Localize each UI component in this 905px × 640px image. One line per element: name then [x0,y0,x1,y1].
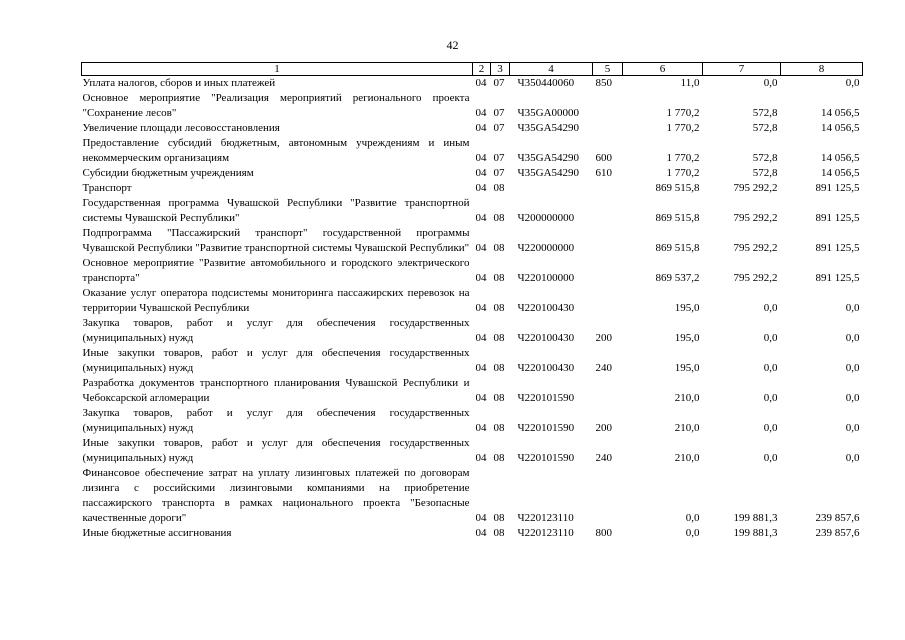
amount-col-6: 195,0 [674,332,700,344]
target-article-code: Ч220100430 [517,302,575,314]
amount-col-8: 891 125,5 [815,272,860,284]
amount-col-7: 795 292,2 [733,182,778,194]
row-name: Оказание услуг оператора подсистемы мониторинга пассажирских перевозок на территории Чувашской Республики [82,287,470,314]
section-code: 04 [475,242,487,254]
amount-col-6: 1 770,2 [666,122,700,134]
amount-col-8: 891 125,5 [815,212,860,224]
expense-type-code: 240 [595,362,612,374]
table-row [82,466,863,526]
table-row [82,346,863,376]
table-row [82,136,863,166]
subsection-code: 08 [493,272,505,284]
amount-col-6: 869 515,8 [655,242,700,254]
subsection-code: 08 [493,362,505,374]
target-article-code [510,181,593,196]
target-article-code: Ч35GA54290 [517,152,580,164]
row-name: Основное мероприятие "Реализация мероприятий регионального проекта "Сохранение лесов" [82,92,470,119]
expense-type-code: 200 [595,422,612,434]
amount-col-7: 572,8 [752,152,778,164]
expense-type-code: 610 [595,167,612,179]
row-name: Субсидии бюджетным учреждениям [82,167,254,179]
amount-col-6: 195,0 [674,302,700,314]
header-col-6: 6 [623,63,703,76]
expense-type-code [593,256,623,286]
table-row [82,376,863,406]
table-row [82,436,863,466]
subsection-code: 08 [493,332,505,344]
subsection-code: 08 [493,422,505,434]
amount-col-8: 0,0 [845,332,860,344]
row-name: Увеличение площади лесовосстановления [82,122,280,134]
header-col-1: 1 [82,63,473,76]
amount-col-8: 239 857,6 [815,527,860,539]
amount-col-7: 0,0 [763,302,778,314]
row-name: Подпрограмма "Пассажирский транспорт" государственной программы Чувашской Республики "Развитие транспортной системы Чувашской Республики" [82,227,470,254]
expense-type-code [593,466,623,526]
subsection-code: 07 [493,122,505,134]
target-article-code: Ч350440060 [517,77,575,89]
subsection-code: 08 [493,527,505,539]
amount-col-6: 210,0 [674,392,700,404]
table-row [82,196,863,226]
row-name: Государственная программа Чувашской Республики "Развитие транспортной системы Чувашской Республики" [82,197,470,224]
section-code: 04 [475,272,487,284]
amount-col-8: 0,0 [845,302,860,314]
amount-col-6: 1 770,2 [666,107,700,119]
expense-type-code: 600 [595,152,612,164]
header-col-3: 3 [491,63,510,76]
amount-col-6: 210,0 [674,422,700,434]
amount-col-7: 572,8 [752,107,778,119]
expense-type-code [593,91,623,121]
expense-type-code [593,121,623,136]
amount-col-7: 795 292,2 [733,242,778,254]
amount-col-8: 14 056,5 [821,107,860,119]
subsection-code: 08 [493,512,505,524]
amount-col-6: 1 770,2 [666,152,700,164]
subsection-code: 08 [493,392,505,404]
subsection-code: 07 [493,152,505,164]
amount-col-7: 572,8 [752,167,778,179]
subsection-code: 07 [493,77,505,89]
amount-col-6: 869 537,2 [655,272,700,284]
row-name: Транспорт [82,182,132,194]
section-code: 04 [475,527,487,539]
amount-col-6: 0,0 [685,512,700,524]
target-article-code: Ч220101590 [517,392,575,404]
amount-col-8: 0,0 [845,422,860,434]
target-article-code: Ч35GA54290 [517,122,580,134]
section-code: 04 [475,332,487,344]
target-article-code: Ч220123110 [517,512,574,524]
target-article-code: Ч35GA00000 [517,107,580,119]
row-name: Основное мероприятие "Развитие автомобильного и городского электрического транспорта" [82,257,470,284]
table-row [82,316,863,346]
expense-type-code: 200 [595,332,612,344]
amount-col-6: 0,0 [685,527,700,539]
expense-type-code: 240 [595,452,612,464]
section-code: 04 [475,182,487,194]
subsection-code: 08 [493,182,505,194]
budget-table [81,62,863,541]
amount-col-6: 1 770,2 [666,167,700,179]
target-article-code: Ч220100430 [517,362,575,374]
amount-col-7: 0,0 [763,332,778,344]
header-col-4: 4 [510,63,593,76]
expense-type-code [593,196,623,226]
subsection-code: 08 [493,212,505,224]
expense-type-code [593,226,623,256]
amount-col-8: 14 056,5 [821,152,860,164]
amount-col-8: 14 056,5 [821,167,860,179]
section-code: 04 [475,152,487,164]
row-name: Иные закупки товаров, работ и услуг для обеспечения государственных (муниципальных) нужд [82,347,470,374]
row-name: Разработка документов транспортного планирования Чувашской Республики и Чебоксарской агломерации [82,377,470,404]
section-code: 04 [475,392,487,404]
amount-col-7: 572,8 [752,122,778,134]
row-name: Предоставление субсидий бюджетным, автономным учреждениям и иным некоммерческим организациям [82,137,470,164]
row-name: Закупка товаров, работ и услуг для обеспечения государственных (муниципальных) нужд [82,317,470,344]
table-row [82,256,863,286]
row-name: Иные бюджетные ассигнования [82,527,232,539]
amount-col-8: 0,0 [845,77,860,89]
amount-col-6: 869 515,8 [655,182,700,194]
header-col-2: 2 [473,63,491,76]
section-code: 04 [475,362,487,374]
expense-type-code: 800 [595,527,612,539]
amount-col-7: 0,0 [763,422,778,434]
header-row [82,63,863,76]
amount-col-8: 0,0 [845,452,860,464]
target-article-code: Ч220101590 [517,452,575,464]
target-article-code: Ч220101590 [517,422,575,434]
row-name: Финансовое обеспечение затрат на уплату лизинговых платежей по договорам лизинга с российскими лизинговыми компаниями на приобретение пассажирского транспорта в рамках национального проекта "Безопасные качественные дороги" [82,467,470,524]
expense-type-code [593,376,623,406]
section-code: 04 [475,302,487,314]
amount-col-6: 195,0 [674,362,700,374]
table-body [82,76,863,542]
table-row [82,286,863,316]
section-code: 04 [475,107,487,119]
subsection-code: 07 [493,167,505,179]
table-row [82,406,863,436]
page-number: 42 [446,38,459,52]
target-article-code: Ч220100430 [517,332,575,344]
section-code: 04 [475,212,487,224]
target-article-code: Ч220123110 [517,527,574,539]
section-code: 04 [475,167,487,179]
expense-type-code: 850 [595,77,612,89]
amount-col-7: 795 292,2 [733,272,778,284]
amount-col-7: 0,0 [763,77,778,89]
header-col-7: 7 [703,63,781,76]
amount-col-8: 891 125,5 [815,242,860,254]
amount-col-7: 0,0 [763,452,778,464]
table-row [82,166,863,181]
subsection-code: 08 [493,302,505,314]
row-name: Уплата налогов, сборов и иных платежей [82,77,276,89]
subsection-code: 08 [493,242,505,254]
table-row [82,76,863,92]
subsection-code: 08 [493,452,505,464]
target-article-code: Ч220000000 [517,242,575,254]
header-col-8: 8 [781,63,863,76]
header-col-5: 5 [593,63,623,76]
target-article-code: Ч35GA54290 [517,167,580,179]
section-code: 04 [475,452,487,464]
amount-col-6: 210,0 [674,452,700,464]
expense-type-code [593,181,623,196]
subsection-code: 07 [493,107,505,119]
row-name: Иные закупки товаров, работ и услуг для обеспечения государственных (муниципальных) нужд [82,437,470,464]
amount-col-8: 0,0 [845,392,860,404]
amount-col-8: 891 125,5 [815,182,860,194]
table-header [82,63,863,76]
table-row [82,181,863,196]
table-row [82,226,863,256]
row-name: Закупка товаров, работ и услуг для обеспечения государственных (муниципальных) нужд [82,407,470,434]
amount-col-7: 795 292,2 [733,212,778,224]
amount-col-7: 0,0 [763,362,778,374]
amount-col-6: 869 515,8 [655,212,700,224]
amount-col-8: 14 056,5 [821,122,860,134]
section-code: 04 [475,77,487,89]
amount-col-6: 11,0 [680,77,700,89]
expense-type-code [593,286,623,316]
amount-col-7: 199 881,3 [733,512,778,524]
amount-col-8: 239 857,6 [815,512,860,524]
section-code: 04 [475,422,487,434]
target-article-code: Ч200000000 [517,212,575,224]
table-row [82,121,863,136]
section-code: 04 [475,122,487,134]
amount-col-8: 0,0 [845,362,860,374]
target-article-code: Ч220100000 [517,272,575,284]
table-row [82,526,863,541]
amount-col-7: 0,0 [763,392,778,404]
table-row [82,91,863,121]
section-code: 04 [475,512,487,524]
amount-col-7: 199 881,3 [733,527,778,539]
